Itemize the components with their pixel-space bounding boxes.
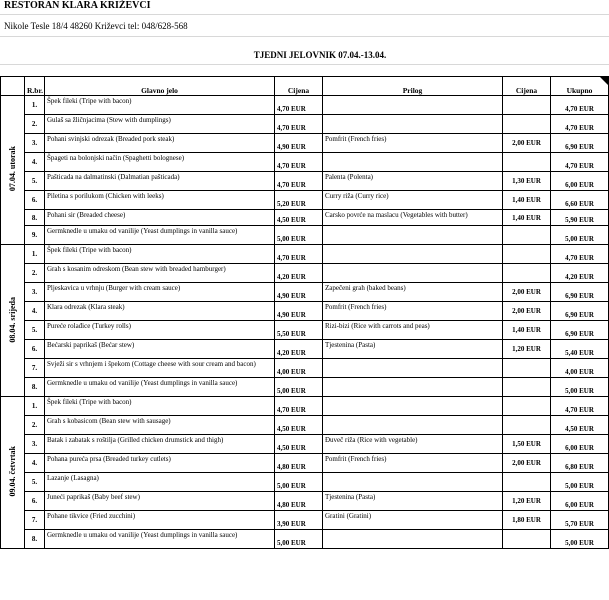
dish-price: 4,70 EUR: [275, 397, 323, 416]
rbr-column-header: R.br.: [25, 77, 45, 96]
side-dish-name: [323, 226, 503, 245]
dish-name: Pohane tikvice (Fried zucchini): [45, 511, 275, 530]
row-number: 8.: [25, 378, 45, 397]
row-number: 2.: [25, 416, 45, 435]
side-dish-price: 2,00 EUR: [503, 283, 551, 302]
dish-price: 4,00 EUR: [275, 359, 323, 378]
side-dish-price: [503, 226, 551, 245]
total-price: 4,50 EUR: [551, 416, 609, 435]
dish-name: Gulaš sa žličnjacima (Stew with dumplings): [45, 115, 275, 134]
menu-table: [0, 76, 609, 549]
dish-price: 4,90 EUR: [275, 302, 323, 321]
dish-column-header: Glavno jelo: [45, 77, 275, 96]
side-dish-name: [323, 153, 503, 172]
dish-price: 4,50 EUR: [275, 210, 323, 226]
price-column-header: Cijena: [275, 77, 323, 96]
side-dish-price: 2,00 EUR: [503, 134, 551, 153]
dish-price: 5,00 EUR: [275, 378, 323, 397]
sheet-gridline: [0, 14, 609, 15]
side-dish-name: [323, 530, 503, 549]
total-price: 4,20 EUR: [551, 264, 609, 283]
side-dish-name: Pomfrit (French fries): [323, 454, 503, 473]
side-dish-price: 1,80 EUR: [503, 511, 551, 530]
table-row: [1, 530, 609, 549]
dish-price: 4,80 EUR: [275, 492, 323, 511]
side-dish-price: [503, 530, 551, 549]
table-row: [1, 115, 609, 134]
table-row: [1, 210, 609, 226]
sheet-gridline: [0, 36, 609, 37]
row-number: 2.: [25, 264, 45, 283]
day-column-header: [1, 77, 25, 96]
row-number: 4.: [25, 302, 45, 321]
side-dish-price: 2,00 EUR: [503, 454, 551, 473]
total-price: 6,00 EUR: [551, 492, 609, 511]
side-dish-name: Tjestenina (Pasta): [323, 340, 503, 359]
total-price: 5,90 EUR: [551, 210, 609, 226]
row-number: 9.: [25, 226, 45, 245]
dish-price: 4,20 EUR: [275, 340, 323, 359]
table-row: [1, 397, 609, 416]
menu-body: [1, 96, 609, 549]
table-row: [1, 153, 609, 172]
dish-name: Pureće rolađice (Turkey rolls): [45, 321, 275, 340]
dish-name: Pohani sir (Breaded cheese): [45, 210, 275, 226]
table-row: [1, 96, 609, 115]
day-label: 08.04. srijeda: [7, 296, 17, 343]
table-row: [1, 245, 609, 264]
side-dish-name: Carsko povrće na maslacu (Vegetables with butter): [323, 210, 503, 226]
dish-name: Špek fileki (Tripe with bacon): [45, 245, 275, 264]
side-dish-name: [323, 115, 503, 134]
table-row: [1, 191, 609, 210]
dish-name: Lazanje (Lasagna): [45, 473, 275, 492]
table-row: [1, 340, 609, 359]
dish-price: 4,20 EUR: [275, 264, 323, 283]
dish-name: Pohana pureća prsa (Breaded turkey cutlets): [45, 454, 275, 473]
table-row: [1, 492, 609, 511]
row-number: 1.: [25, 245, 45, 264]
row-number: 7.: [25, 359, 45, 378]
side-dish-price: 1,20 EUR: [503, 340, 551, 359]
side-dish-name: Tjestenina (Pasta): [323, 492, 503, 511]
side-dish-name: [323, 397, 503, 416]
weekly-menu-title: TJEDNI JELOVNIK 07.04.-13.04.: [253, 50, 387, 60]
dish-price: 5,50 EUR: [275, 321, 323, 340]
dish-name: Piletina s porilukom (Chicken with leeks): [45, 191, 275, 210]
dish-name: Germknedle u umaku od vanilije (Yeast dumplings in vanilla sauce): [45, 378, 275, 397]
total-price: 6,60 EUR: [551, 191, 609, 210]
table-row: [1, 378, 609, 397]
side-column-header: Prilog: [323, 77, 503, 96]
row-number: 8.: [25, 210, 45, 226]
side-dish-price: 1,40 EUR: [503, 321, 551, 340]
dish-name: Germknedle u umaku od vanilije (Yeast dumplings in vanilla sauce): [45, 530, 275, 549]
dish-name: Germknedle u umaku od vanilije (Yeast dumplings in vanilla sauce): [45, 226, 275, 245]
dish-price: 4,50 EUR: [275, 435, 323, 454]
row-number: 6.: [25, 191, 45, 210]
dish-price: 4,70 EUR: [275, 245, 323, 264]
total-price: 4,70 EUR: [551, 397, 609, 416]
dish-price: 5,20 EUR: [275, 191, 323, 210]
side-dish-price: 2,00 EUR: [503, 302, 551, 321]
table-row: [1, 172, 609, 191]
side-dish-price: [503, 96, 551, 115]
dish-name: Grah s kobasicom (Bean stew with sausage): [45, 416, 275, 435]
row-number: 1.: [25, 397, 45, 416]
dish-name: Grah s kosanim odreskom (Bean stew with breaded hamburger): [45, 264, 275, 283]
side-dish-name: Palenta (Polenta): [323, 172, 503, 191]
side-dish-name: [323, 96, 503, 115]
table-row: [1, 264, 609, 283]
total-price: 5,00 EUR: [551, 473, 609, 492]
day-label-cell: [1, 397, 25, 549]
row-number: 3.: [25, 134, 45, 153]
table-row: [1, 321, 609, 340]
header-row: [1, 77, 609, 96]
dish-price: 4,90 EUR: [275, 283, 323, 302]
row-number: 1.: [25, 96, 45, 115]
sheet-corner-marker: [599, 76, 609, 86]
side-dish-name: [323, 359, 503, 378]
row-number: 3.: [25, 435, 45, 454]
total-price: 5,40 EUR: [551, 340, 609, 359]
dish-name: Batak i zabatak s roštilja (Grilled chicken drumstick and thigh): [45, 435, 275, 454]
dish-name: Klara odrezak (Klara steak): [45, 302, 275, 321]
side-dish-name: Zapečeni grah (baked beans): [323, 283, 503, 302]
dish-price: 4,90 EUR: [275, 134, 323, 153]
table-row: [1, 435, 609, 454]
side-dish-name: Curry riža (Curry rice): [323, 191, 503, 210]
total-price: 6,00 EUR: [551, 172, 609, 191]
side-dish-price: [503, 378, 551, 397]
side-dish-price: [503, 359, 551, 378]
side-dish-name: Pomfrit (French fries): [323, 134, 503, 153]
total-price: 4,70 EUR: [551, 96, 609, 115]
row-number: 6.: [25, 492, 45, 511]
dish-price: 4,70 EUR: [275, 153, 323, 172]
total-price: 6,80 EUR: [551, 454, 609, 473]
row-number: 8.: [25, 530, 45, 549]
dish-price: 5,00 EUR: [275, 226, 323, 245]
total-price: 4,70 EUR: [551, 245, 609, 264]
side-dish-price: 1,40 EUR: [503, 210, 551, 226]
row-number: 4.: [25, 153, 45, 172]
total-price: 6,90 EUR: [551, 283, 609, 302]
dish-price: 4,70 EUR: [275, 115, 323, 134]
side-dish-name: Đuveč riža (Rice with vegetable): [323, 435, 503, 454]
side-dish-name: Rizi-bizi (Rice with carrots and peas): [323, 321, 503, 340]
total-price: 6,90 EUR: [551, 134, 609, 153]
table-row: [1, 226, 609, 245]
dish-name: Pašticada na dalmatinski (Dalmatian pašticada): [45, 172, 275, 191]
day-label: 09.04. četvrtak: [7, 446, 17, 497]
dish-price: 3,90 EUR: [275, 511, 323, 530]
table-row: [1, 283, 609, 302]
side-dish-name: [323, 378, 503, 397]
row-number: 6.: [25, 340, 45, 359]
row-number: 5.: [25, 172, 45, 191]
dish-price: 4,70 EUR: [275, 172, 323, 191]
side-dish-price: [503, 473, 551, 492]
side-dish-name: [323, 264, 503, 283]
dish-price: 4,80 EUR: [275, 454, 323, 473]
side-dish-price: [503, 245, 551, 264]
side-dish-price: 1,50 EUR: [503, 435, 551, 454]
side-dish-price: [503, 397, 551, 416]
total-price: 5,00 EUR: [551, 378, 609, 397]
dish-price: 4,70 EUR: [275, 96, 323, 115]
total-price: 6,90 EUR: [551, 321, 609, 340]
side-dish-name: [323, 473, 503, 492]
total-price: 4,00 EUR: [551, 359, 609, 378]
side-dish-price: [503, 416, 551, 435]
row-number: 3.: [25, 283, 45, 302]
side-dish-price: 1,30 EUR: [503, 172, 551, 191]
dish-price: 4,50 EUR: [275, 416, 323, 435]
restaurant-address: Nikole Tesle 18/4 48260 Križevci tel: 048/628-568: [4, 21, 188, 31]
row-number: 2.: [25, 115, 45, 134]
total-price: 4,70 EUR: [551, 153, 609, 172]
total-price: 6,00 EUR: [551, 435, 609, 454]
dish-name: Juneći paprikaš (Baby beef stew): [45, 492, 275, 511]
day-label-cell: [1, 96, 25, 245]
side-dish-price: [503, 264, 551, 283]
dish-price: 5,00 EUR: [275, 530, 323, 549]
table-row: [1, 473, 609, 492]
dish-name: Špek fileki (Tripe with bacon): [45, 397, 275, 416]
dish-name: Pohani svinjski odrezak (Breaded pork steak): [45, 134, 275, 153]
table-row: [1, 454, 609, 473]
table-row: [1, 359, 609, 378]
side-dish-name: Gratini (Gratini): [323, 511, 503, 530]
total-column-header: Ukupno: [551, 77, 609, 96]
dish-name: Pljeskavica u vrhnju (Burger with cream sauce): [45, 283, 275, 302]
restaurant-title: RESTORAN KLARA KRIŽEVCI: [4, 0, 151, 11]
side-dish-price: [503, 153, 551, 172]
row-number: 7.: [25, 511, 45, 530]
side-dish-name: [323, 416, 503, 435]
side-dish-price: 1,40 EUR: [503, 191, 551, 210]
dish-price: 5,00 EUR: [275, 473, 323, 492]
side-dish-price: 1,20 EUR: [503, 492, 551, 511]
total-price: 5,70 EUR: [551, 511, 609, 530]
day-label-cell: [1, 245, 25, 397]
dish-name: Špageti na bolonjski način (Spaghetti bolognese): [45, 153, 275, 172]
day-label: 07.04. utorak: [7, 146, 17, 192]
total-price: 5,00 EUR: [551, 226, 609, 245]
total-price: 6,90 EUR: [551, 302, 609, 321]
total-price: 5,00 EUR: [551, 530, 609, 549]
row-number: 5.: [25, 321, 45, 340]
table-row: [1, 134, 609, 153]
total-price: 4,70 EUR: [551, 115, 609, 134]
row-number: 4.: [25, 454, 45, 473]
table-row: [1, 302, 609, 321]
row-number: 5.: [25, 473, 45, 492]
side-dish-name: Pomfrit (French fries): [323, 302, 503, 321]
side-price-column-header: Cijena: [503, 77, 551, 96]
table-row: [1, 511, 609, 530]
dish-name: Bećarski paprikaš (Bećar stew): [45, 340, 275, 359]
side-dish-price: [503, 115, 551, 134]
table-row: [1, 416, 609, 435]
side-dish-name: [323, 245, 503, 264]
dish-name: Svježi sir s vrhnjem i špekom (Cottage cheese with sour cream and bacon): [45, 359, 275, 378]
dish-name: Špek fileki (Tripe with bacon): [45, 96, 275, 115]
sheet-gridline: [0, 64, 609, 65]
